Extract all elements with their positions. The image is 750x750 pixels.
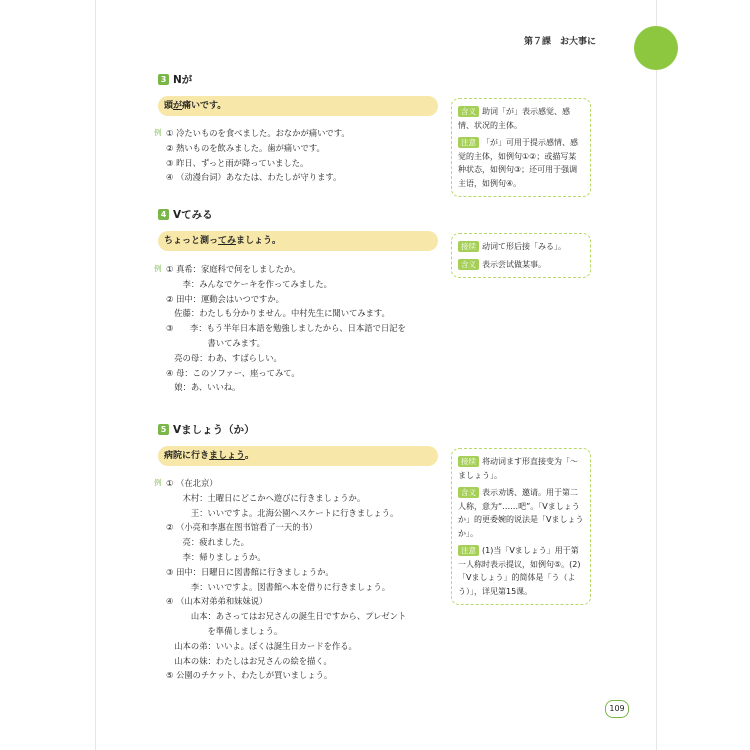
note-label: 注意: [458, 545, 479, 556]
example-line: ③ 昨日、ずっと雨が降っていました。: [166, 157, 309, 168]
note-label: 含义: [458, 487, 479, 498]
example-line: を準備しましょう。: [166, 625, 283, 636]
section-heading: [158, 72, 192, 87]
example-line: 亮：疲れました。: [166, 537, 249, 548]
section-heading: [158, 422, 255, 437]
note-box: 接续 动词て形后接「みる」。 含义 表示尝试做某事。: [451, 233, 591, 278]
note-label: 接续: [458, 456, 479, 467]
example-line: 山本の弟：いいよ。ぼくは誕生日カードを作る。: [166, 640, 357, 651]
section-number: 5: [158, 424, 169, 435]
section-title: Vましょう（か）: [173, 424, 255, 436]
example-line: ⑤ 公園のチケット、わたしが買いましょう。: [166, 670, 333, 681]
example-line: 娘：あ、いいね。: [166, 382, 241, 393]
example-line: 李：みんなでケーキを作ってみました。: [166, 278, 332, 289]
example-list: [154, 476, 444, 683]
note-label: 注意: [458, 137, 479, 148]
example-line: ② （小亮和李惠在图书馆看了一天的书）: [166, 522, 318, 533]
section-number: 3: [158, 74, 169, 85]
section-heading: [158, 207, 213, 222]
section-title: Vてみる: [173, 209, 213, 221]
example-line: 李：帰りましょうか。: [166, 551, 266, 562]
example-line: ④ （山本对弟弟和妹妹说）: [166, 596, 268, 607]
pattern-bar: 頭が痛いです。: [158, 96, 438, 116]
example-line: 李：いいですよ。図書館へ本を借りに行きましょう。: [166, 581, 391, 592]
example-line: ① 冷たいものを食べました。おなかが痛いです。: [166, 128, 350, 138]
note-label: 接续: [458, 241, 479, 252]
note-box: 接续 将动词ます形直接变为「〜ましょう」。 含义 表示劝诱、邀请。用于第二人称，意为“……吧”。「Vましょうか」的更委婉的说法是「Vましょうか」。 注意 (1)当「Vましょう」用于第一人称时表示提议，如例句⑤。(2)「Vましょう」的简体是「う（よう）」，详见第15课。: [451, 448, 591, 605]
textbook-page: [96, 0, 656, 750]
example-line: ② 田中：運動会はいつですか。: [166, 293, 284, 304]
example-line: ③ 李：もう半年日本語を勉強しましたから、日本語で日記を: [166, 323, 406, 334]
example-line: 王：いいですよ。北海公園へスケートに行きましょう。: [166, 507, 399, 518]
example-line: ③ 田中：日曜日に図書館に行きましょうか。: [166, 566, 334, 577]
example-line: ① （在北京）: [166, 478, 218, 488]
example-line: 木村：土曜日にどこかへ遊びに行きましょうか。: [166, 492, 366, 503]
example-line: ① 真希：家庭科で何をしましたか。: [166, 264, 301, 274]
example-list: [154, 262, 444, 395]
section-number: 4: [158, 209, 169, 220]
example-mark: 例: [154, 478, 162, 487]
example-line: 佐藤：わたしも分かりません。中村先生に聞いてみます。: [166, 308, 390, 319]
example-mark: 例: [154, 264, 162, 273]
example-list: [154, 126, 444, 185]
note-box: 含义 助词「が」表示感觉、感情、状况的主体。 注意 「が」可用于提示感情、感觉的主体，如例句①②；或描写某种状态，如例句③；还可用于强调主语，如例句④。: [451, 98, 591, 197]
example-line: ② 熱いものを飲みました。歯が痛いです。: [166, 142, 325, 153]
chapter-tab-circle: [634, 26, 678, 70]
example-line: 書いてみます。: [166, 337, 265, 348]
pattern-bar: ちょっと測ってみましょう。: [158, 231, 438, 251]
note-label: 含义: [458, 106, 479, 117]
example-line: 山本：あさってはお兄さんの誕生日ですから、プレゼント: [166, 611, 407, 622]
example-mark: 例: [154, 128, 162, 137]
section-title: Nが: [173, 74, 193, 86]
page-number: 109: [605, 700, 629, 718]
note-label: 含义: [458, 259, 479, 270]
example-line: 亮の母：わあ、すばらしい。: [166, 352, 282, 363]
lesson-header: 第７課 お大事に: [523, 37, 596, 47]
pattern-bar: 病院に行きましょう。: [158, 446, 438, 466]
example-line: ④ 母：このソファー、座ってみて。: [166, 367, 300, 378]
example-line: 山本の妹：わたしはお兄さんの絵を描く。: [166, 655, 332, 666]
example-line: ④ （动漫台词）あなたは、わたしが守ります。: [166, 172, 342, 183]
